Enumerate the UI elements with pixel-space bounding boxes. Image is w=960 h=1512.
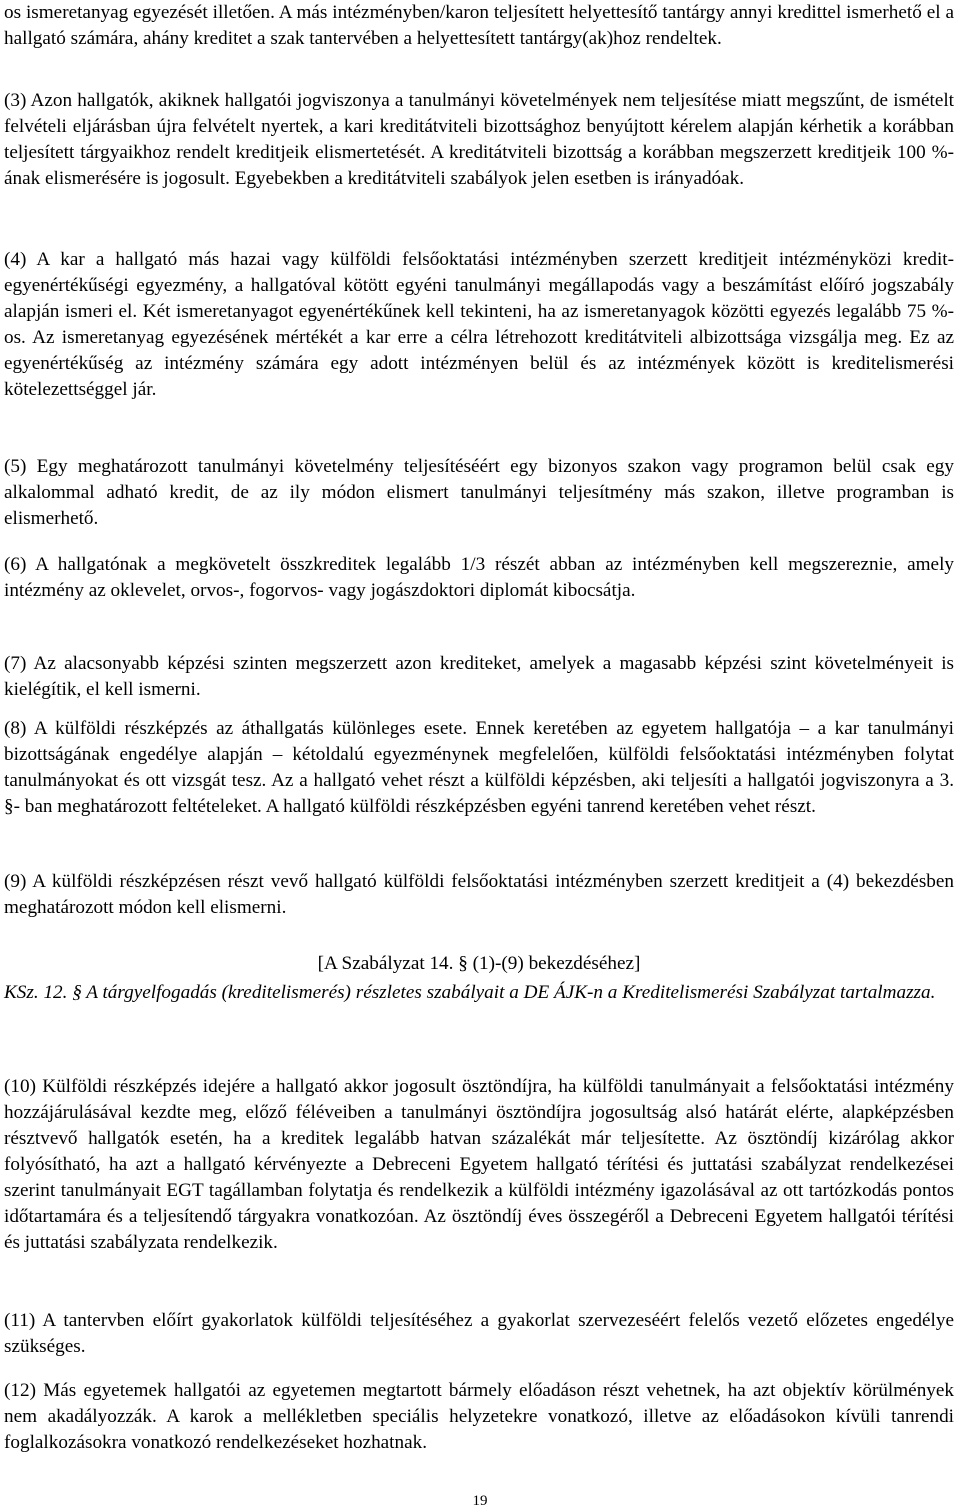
regulation-reference: [A Szabályzat 14. § (1)-(9) bekezdéséhez] <box>317 953 641 974</box>
paragraph-6: (6) A hallgatónak a megkövetelt összkreditek legalább 1/3 részét abban az intézményben kell megszereznie, amely intézmény az oklevelet, orvos-, fogorvos- vagy jogászdoktori diplomát kibocsátja. <box>4 554 954 601</box>
paragraph-10: (10) Külföldi részképzés idejére a hallgató akkor jogosult ösztöndíjra, ha külföldi tanulmányait a felsőoktatási intézmény hozzájárulásával kezdte meg, előző féléveiben a tanulmányi ösztöndíjra jogosultság alsó határát elérte, alapképzésben résztvevő hallgatók esetén, ha a kreditek legalább hatvan százalékát már teljesítette. Az ösztöndíj kizárólag akkor folyósítható, ha azt a hallgató kérvényezte a Debreceni Egyetem hallgató térítési és juttatási szabályzat rendelkezései szerint tanulmányait EGT tagállamban folytatja és rendelkezik a külföldi intézmény igazolásával az ott tartózkodás pontos időtartamára és a teljesítendő tárgyakra vonatkozóan. Az ösztöndíj éves összegéről a Debreceni Egyetem hallgatói térítési és juttatási szabályzata rendelkezik. <box>4 1076 954 1253</box>
paragraph-9: (9) A külföldi részképzésen részt vevő hallgató külföldi felsőoktatási intézményben szerzett kreditjeit a (4) bekezdésben meghatározott módon kell elismerni. <box>4 871 954 918</box>
paragraph-5: (5) Egy meghatározott tanulmányi követelmény teljesítéséért egy bizonyos szakon vagy programon belül csak egy alkalommal adható kredit, de az ily módon elismert tanulmányi teljesítmény más szakon, illetve programban is elismerhető. <box>4 456 954 529</box>
paragraph-intro: os ismeretanyag egyezését illetően. A más intézményben/karon teljesített helyettesítő tantárgy annyi kredittel ismerhető el a hallgató számára, ahány kreditet a szak tantervében a helyettesített tantárgy(ak)hoz rendeltek. <box>4 2 954 49</box>
paragraph-8: (8) A külföldi részképzés az áthallgatás különleges esete. Ennek keretében az egyetem hallgatója – a kar tanulmányi bizottságának engedélye alapján – kétoldalú egyezménynek megfelelően, külföldi felsőoktatási intézményben folytat tanulmányokat és ott vizsgát tesz. Az a hallgató vehet részt a külföldi képzésben, aki teljesíti a hallgatói jogviszonyra a 3. §- ban meghatározott feltételeket. A hallgató külföldi részképzésben egyéni tanrend keretében vehet részt. <box>4 718 954 817</box>
paragraph-7: (7) Az alacsonyabb képzési szinten megszerzett azon krediteket, amelyek a magasabb képzési szint követelményeit is kielégítik, el kell ismerni. <box>4 653 954 700</box>
paragraph-3: (3) Azon hallgatók, akiknek hallgatói jogviszonya a tanulmányi követelmények nem teljesítése miatt megszűnt, de ismételt felvételi eljárásban újra felvételt nyertek, a kari kreditátviteli bizottsághoz benyújtott kérelem alapján kérhetik a korábban teljesített tárgyaikhoz rendelt kreditjeik elismertetését. A kreditátviteli bizottság a korábban megszerzett kreditjeik 100 %-ának elismerésére is jogosult. Egyebekben a kreditátviteli szabályok jelen esetben is irányadóak. <box>4 90 954 189</box>
ksz-note: KSz. 12. § A tárgyelfogadás (kreditelismerés) részletes szabályait a DE ÁJK-n a Kreditelismerési Szabályzat tartalmazza. <box>4 982 936 1003</box>
page-number: 19 <box>472 1493 488 1509</box>
paragraph-12: (12) Más egyetemek hallgatói az egyetemen megtartott bármely előadáson részt vehetnek, ha azt objektív körülmények nem akadályozzák. A karok a mellékletben speciális helyzetekre vonatkozó, illetve az előadásokon kívüli tanrendi foglalkozásokra vonatkozó rendelkezéseket hozhatnak. <box>4 1380 954 1453</box>
paragraph-4: (4) A kar a hallgató más hazai vagy külföldi felsőoktatási intézményben szerzett kreditjeit intézményközi kredit-egyenértékűségi egyezmény, a hallgatóval kötött egyéni tanulmányi megállapodás vagy a beszámítást előíró jogszabály alapján ismeri el. Két ismeretanyagot egyenértékűnek kell tekinteni, ha az ismeretanyagok közötti egyezés legalább 75 %-os. Az ismeretanyag egyezésének mértékét a kar erre a célra létrehozott kreditátviteli albizottsága vizsgálja meg. Ez az egyenértékűség az intézmény számára egy adott intézményen belül és az intézmények között is kreditelismerési kötelezettséggel jár. <box>4 249 954 400</box>
paragraph-11: (11) A tantervben előírt gyakorlatok külföldi teljesítéséhez a gyakorlat szervezeséért felelős vezető előzetes engedélye szükséges. <box>4 1310 954 1357</box>
